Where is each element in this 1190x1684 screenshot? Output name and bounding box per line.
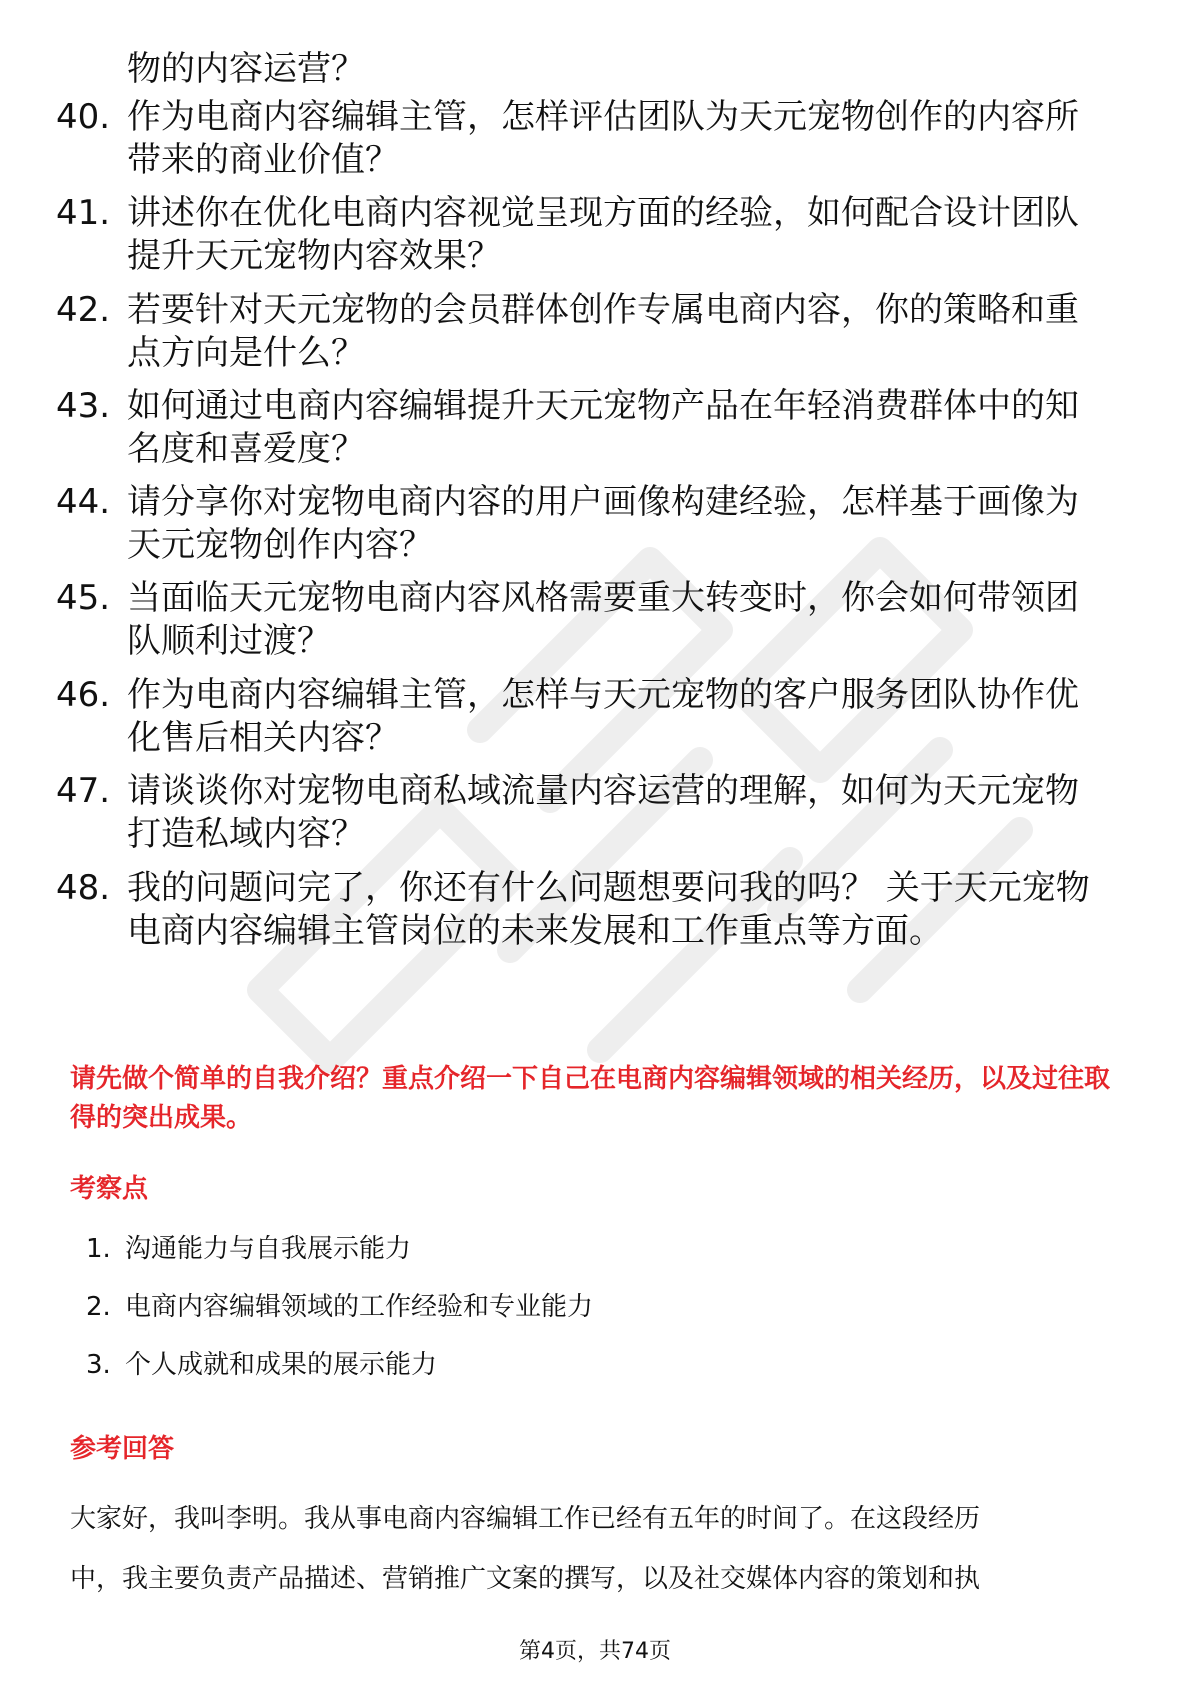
question-line: 作为电商内容编辑主管，怎样与天元宠物的客户服务团队协作优 <box>127 675 1079 715</box>
answer-line: 中，我主要负责产品描述、营销推广文案的撰写，以及社交媒体内容的策划和执 <box>70 1564 981 1594</box>
question-number: 46. <box>56 675 111 715</box>
question-line: 队顺利过渡？ <box>127 621 331 661</box>
question-number: 40. <box>56 97 111 137</box>
question-line: 讲述你在优化电商内容视觉呈现方面的经验，如何配合设计团队 <box>127 193 1079 233</box>
point-text: 沟通能力与自我展示能力 <box>125 1234 412 1264</box>
point-number: 1. <box>86 1234 111 1264</box>
question-line: 作为电商内容编辑主管，怎样评估团队为天元宠物创作的内容所 <box>127 97 1079 137</box>
question-line: 电商内容编辑主管岗位的未来发展和工作重点等方面。 <box>127 911 943 951</box>
question-line: 天元宠物创作内容？ <box>127 525 433 565</box>
question-number: 48. <box>56 868 111 908</box>
question-line: 点方向是什么？ <box>127 333 365 373</box>
question-line: 带来的商业价值？ <box>127 140 399 180</box>
point-text: 电商内容编辑领域的工作经验和专业能力 <box>125 1292 594 1322</box>
point-number: 2. <box>86 1292 111 1322</box>
page-number: 第4页，共74页 <box>519 1639 671 1664</box>
continued-question-text: 物的内容运营？ <box>127 49 365 89</box>
answer-line: 大家好，我叫李明。我从事电商内容编辑工作已经有五年的时间了。在这段经历 <box>70 1504 981 1534</box>
question-line: 我的问题问完了，你还有什么问题想要问我的吗？ 关于天元宠物 <box>127 868 1090 908</box>
question-line: 化售后相关内容？ <box>127 718 399 758</box>
question-line: 打造私域内容？ <box>127 814 365 854</box>
question-number: 45. <box>56 578 111 618</box>
question-number: 43. <box>56 386 111 426</box>
reference-answer-title: 参考回答 <box>70 1434 175 1464</box>
question-line: 请分享你对宠物电商内容的用户画像构建经验，怎样基于画像为 <box>127 482 1079 522</box>
question-number: 42. <box>56 290 111 330</box>
question-number: 47. <box>56 771 111 811</box>
point-number: 3. <box>86 1350 111 1380</box>
point-text: 个人成就和成果的展示能力 <box>125 1350 438 1380</box>
assessment-points-title: 考察点 <box>70 1174 149 1204</box>
question-line: 名度和喜爱度？ <box>127 429 365 469</box>
question-line: 若要针对天元宠物的会员群体创作专属电商内容，你的策略和重 <box>127 290 1079 330</box>
featured-question: 请先做个简单的自我介绍？重点介绍一下自己在电商内容编辑领域的相关经历，以及过往取得的突出成果。 <box>70 1064 1111 1133</box>
question-number: 44. <box>56 482 111 522</box>
question-line: 如何通过电商内容编辑提升天元宠物产品在年轻消费群体中的知 <box>127 386 1079 426</box>
question-line: 请谈谈你对宠物电商私域流量内容运营的理解，如何为天元宠物 <box>127 771 1079 811</box>
question-line: 提升天元宠物内容效果？ <box>127 236 501 276</box>
question-number: 41. <box>56 193 111 233</box>
question-line: 当面临天元宠物电商内容风格需要重大转变时，你会如何带领团 <box>127 578 1079 618</box>
